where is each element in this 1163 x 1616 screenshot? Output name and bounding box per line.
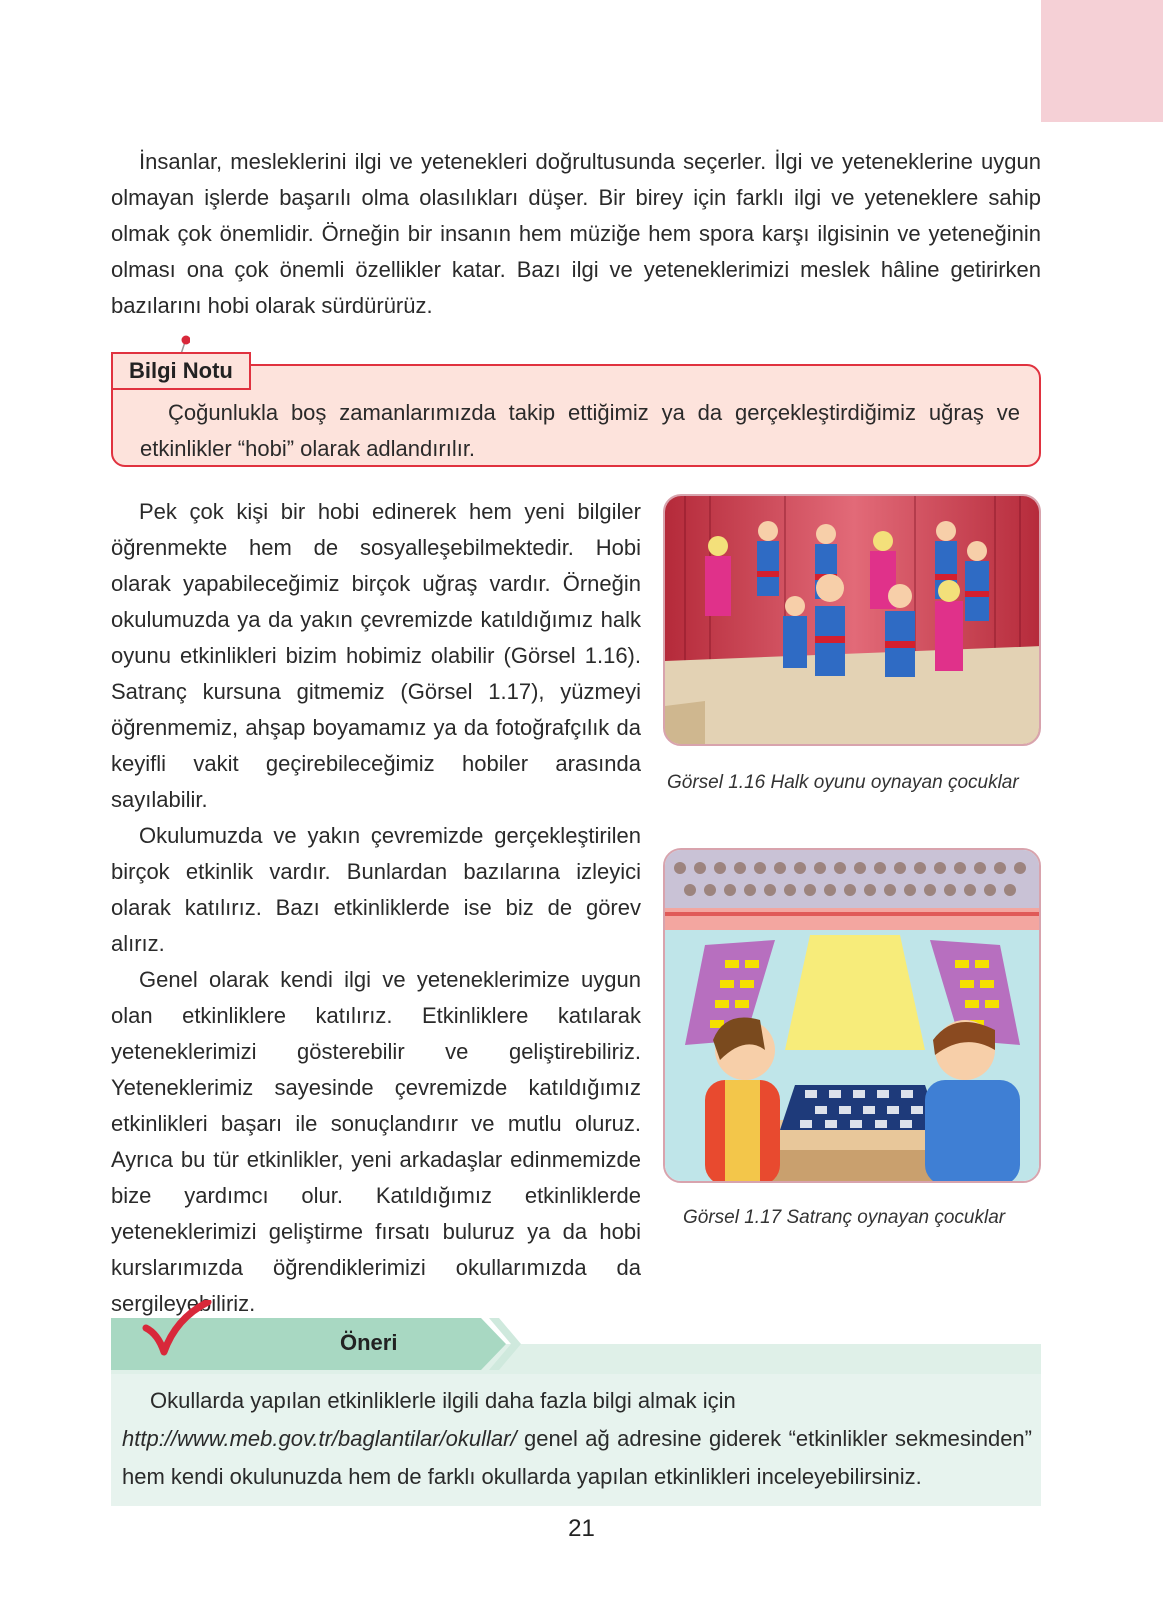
figure-1-caption: Görsel 1.16 Halk oyunu oynayan çocuklar — [667, 772, 1019, 793]
suggestion-rest: genel ağ adresine giderek “etkinlikler sekmesinden” hem kendi okulunuzda hem de farklı okullarda yapılan etkinlikleri inceleyebilirsiniz. — [122, 1426, 1032, 1489]
body-column — [111, 494, 641, 1322]
intro-text: İnsanlar, mesleklerini ilgi ve yetenekleri doğrultusunda seçerler. İlgi ve yeteneklerine uygun olmayan işlerde başarılı olma olasılıkları düşer. Bir birey için farklı ilgi ve yeteneklere sahip olmak çok önemlidir. Örneğin bir insanın hem müziğe hem spora karşı ilgisinin ve yeteneğinin olması ona çok önemli özellikler katar. Bazı ilgi ve yeteneklerimizi meslek hâline getirirken bazılarını hobi olarak sürdürürüz. — [111, 149, 1041, 318]
chess-scene — [665, 850, 1041, 1183]
suggestion-line-1: Okullarda yapılan etkinliklerle ilgili daha fazla bilgi almak için — [150, 1388, 736, 1413]
info-note-paragraph: Çoğunlukla boş zamanlarımızda takip ettiğimiz ya da gerçekleştirdiğimiz uğraş ve etkinlikler “hobi” olarak adlandırılır. — [140, 400, 1020, 461]
checkmark-icon — [142, 1300, 212, 1360]
info-note-label: Bilgi Notu — [111, 352, 251, 390]
suggestion-line-2 — [122, 1420, 1032, 1496]
folk-dance-illustration — [663, 494, 1041, 746]
folk-dance-scene — [665, 496, 1041, 746]
intro-paragraph — [111, 144, 1041, 324]
suggestion-text — [122, 1382, 1032, 1496]
body-paragraph-1: Pek çok kişi bir hobi edinerek hem yeni bilgiler öğrenmekte hem de sosyalleşebilmektedir. Hobi olarak yapabileceğimiz birçok uğraş vardır. Örneğin okulumuzda ya da yakın çevremizde katıldığımız halk oyunu etkinlikleri bizim hobimiz olabilir (Görsel 1.16). Satranç kursuna gitmemiz (Görsel 1.17), yüzmeyi öğrenmemiz, ahşap boyamamız ya da fotoğrafçılık da keyifli vakit geçirebileceğimiz hobiler arasında sayılabilir. — [111, 499, 641, 812]
corner-tab — [1041, 0, 1163, 122]
body-paragraph-2: Okulumuzda ve yakın çevremizde gerçekleştirilen birçok etkinlik vardır. Bunlardan bazılarına izleyici olarak katılırız. Bazı etkinliklerde ise biz de görev alırız. — [111, 823, 641, 956]
suggestion-url-link[interactable]: http://www.meb.gov.tr/baglantilar/okullar/ — [122, 1426, 517, 1451]
page-number: 21 — [568, 1515, 595, 1542]
info-note-text — [140, 395, 1020, 467]
suggestion-title: Öneri — [340, 1330, 398, 1355]
pushpin-icon — [178, 334, 190, 354]
body-paragraph-3: Genel olarak kendi ilgi ve yeteneklerimize uygun olan etkinliklere katılırız. Etkinliklere katılarak yeteneklerimizi gösterebilir ve geliştirebiliriz. Yeteneklerimiz sayesinde çevremizde katıldığımız etkinlikleri başarı ile sonuçlandırır ve mutlu oluruz. Ayrıca bu tür etkinlikler, yeni arkadaşlar edinmemizde bize yardımcı olur. Katıldığımız etkinliklerde yeteneklerimizi geliştirme fırsatı buluruz ya da hobi kurslarımızda öğrendiklerimizi okullarımızda da sergileyebiliriz. — [111, 967, 641, 1316]
chess-illustration — [663, 848, 1041, 1183]
figure-2-caption: Görsel 1.17 Satranç oynayan çocuklar — [683, 1207, 1006, 1228]
